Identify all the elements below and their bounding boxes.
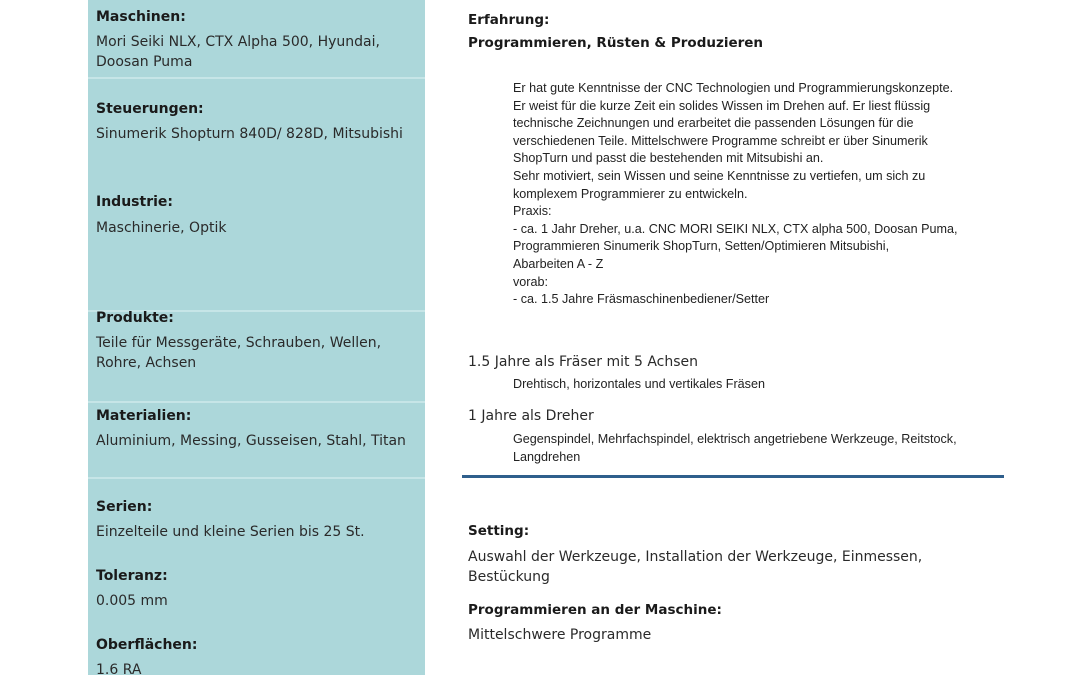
- programming-value: Mittelschwere Programme: [468, 627, 652, 643]
- tolerance-value: 0.005 mm: [96, 593, 168, 609]
- job-detail: Gegenspindel, Mehrfachspindel, elektrisch angetriebene Werkzeuge, Reitstock, Langdrehen: [513, 432, 957, 464]
- surfaces-value: 1.6 RA: [96, 662, 142, 678]
- job-detail: Drehtisch, horizontales und vertikales Fräsen: [513, 377, 765, 391]
- section-rule: [462, 475, 1004, 478]
- series-label: Serien:: [96, 499, 153, 515]
- experience-label: Erfahrung:: [468, 12, 550, 28]
- divider: [88, 401, 425, 403]
- products-value: Teile für Messgeräte, Schrauben, Wellen, Rohre, Achsen: [96, 335, 382, 371]
- experience-text: Er hat gute Kenntnisse der CNC Technologien und Programmierungskonzepte. Er weist für die kurze Zeit ein solides Wissen im Drehen auf. Er liest flüssig technische Zeichnungen und erarbeitet die passenden Lösungen für die verschiedenen Teile. Mittelschwere Programme schreibt er über Sinumerik ShopTurn und passt die bestehenden mit Mitsubishi an. Sehr motiviert, sein Wissen und seine Kenntnisse zu vertiefen, um sich zu komplexem Programmierer zu entwickeln. Praxis: - ca. 1 Jahr Dreher, u.a. CNC MORI SEIKI NLX, CTX alpha 500, Doosan Puma, Programmieren Sinumerik ShopTurn, Setten/Optimieren Mitsubishi, Abarbeiten A - Z vorab: - ca. 1.5 Jahre Fräsmaschinenbediener/Setter: [513, 81, 958, 307]
- series-value: Einzelteile und kleine Serien bis 25 St.: [96, 524, 365, 540]
- materials-value: Aluminium, Messing, Gusseisen, Stahl, Titan: [96, 433, 406, 449]
- products-label: Produkte:: [96, 310, 174, 326]
- divider: [88, 77, 425, 79]
- job-title: 1 Jahre als Dreher: [468, 408, 594, 424]
- industry-value: Maschinerie, Optik: [96, 220, 227, 236]
- surfaces-label: Oberflächen:: [96, 637, 198, 653]
- experience-title: Programmieren, Rüsten & Produzieren: [468, 35, 764, 51]
- setting-value: Auswahl der Werkzeuge, Installation der Werkzeuge, Einmessen, Bestückung: [468, 549, 923, 585]
- programming-label: Programmieren an der Maschine:: [468, 602, 722, 618]
- tolerance-label: Toleranz:: [96, 568, 168, 584]
- controls-label: Steuerungen:: [96, 101, 204, 117]
- industry-label: Industrie:: [96, 194, 173, 210]
- divider: [88, 477, 425, 479]
- machines-value: Mori Seiki NLX, CTX Alpha 500, Hyundai, Doosan Puma: [96, 34, 380, 70]
- materials-label: Materialien:: [96, 408, 192, 424]
- controls-value: Sinumerik Shopturn 840D/ 828D, Mitsubishi: [96, 126, 403, 142]
- setting-label: Setting:: [468, 523, 530, 539]
- machines-label: Maschinen:: [96, 9, 186, 25]
- job-title: 1.5 Jahre als Fräser mit 5 Achsen: [468, 354, 699, 370]
